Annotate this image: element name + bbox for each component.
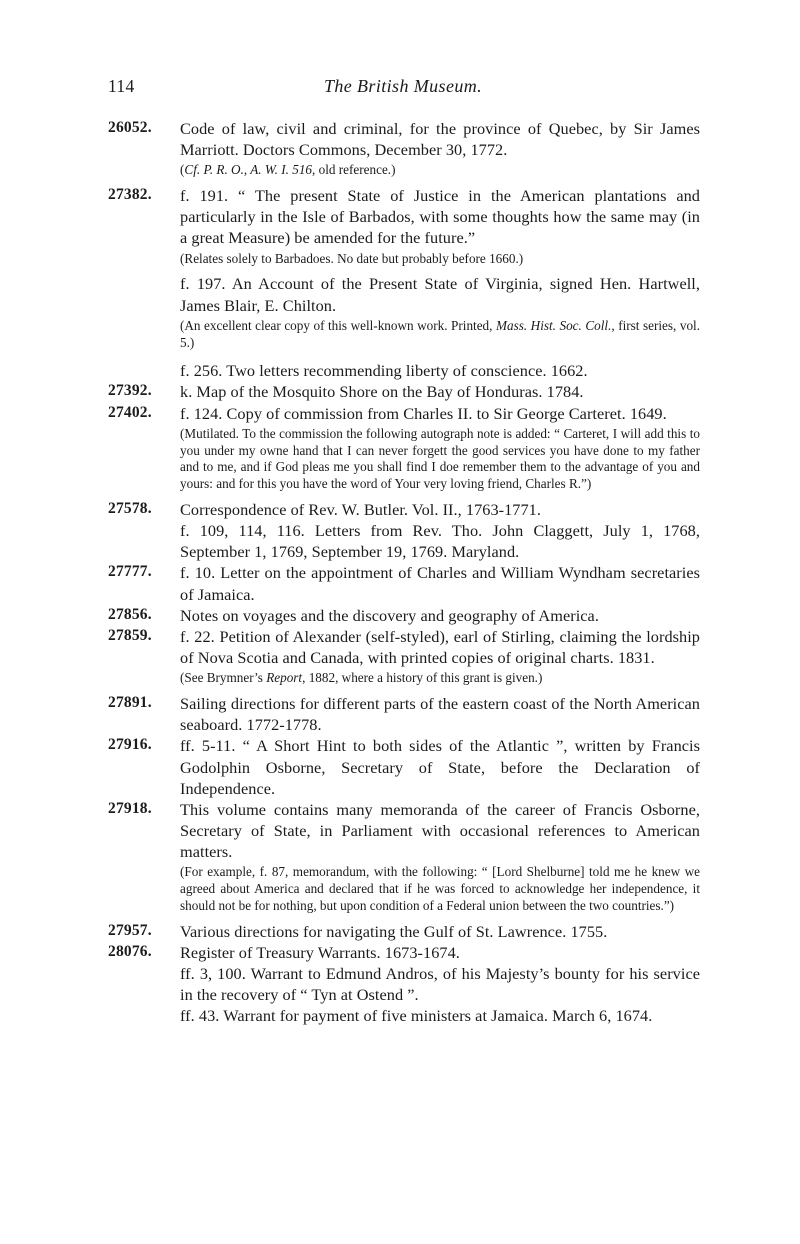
entry-text: f. 191. “ The present State of Justice in the American plantations and particularly in the Isle of Barbados, with some thoughts how the same may (in a great Measure) be amended for the future.” — [180, 186, 700, 248]
entry-text: Notes on voyages and the discovery and geography of America. — [180, 605, 599, 625]
entry-number: 27856. — [108, 605, 152, 623]
catalog-entry — [108, 799, 700, 915]
catalog-entry — [108, 520, 700, 562]
catalog-entry — [108, 963, 700, 1005]
entry-text: k. Map of the Mosquito Shore on the Bay of Honduras. 1784. — [180, 382, 584, 402]
entry-number: 27382. — [108, 186, 152, 204]
running-title: The British Museum. — [323, 76, 483, 96]
entry-text: f. 256. Two letters recommending liberty of conscience. 1662. — [180, 361, 588, 381]
entry-text: Register of Treasury Warrants. 1673-1674. — [180, 942, 460, 962]
entry-text: Sailing directions for different parts of the eastern coast of the North American seaboard. 1772-1778. — [180, 693, 700, 735]
entry-number: 27918. — [108, 799, 152, 817]
entry-text: This volume contains many memoranda of the career of Francis Osborne, Secretary of State, in Parliament with occasional references to American matters. — [180, 799, 700, 862]
catalog-entry — [108, 185, 700, 267]
entry-note: (For example, f. 87, memorandum, with the following: “ [Lord Shelburne] told me he knew we agreed about America and declared that if he was forced to acknowledge her independence, it should not be for nothing, but upon condition of a Federal union between the two countries.”) — [180, 864, 700, 913]
catalog-entry — [108, 562, 700, 604]
entry-text: f. 22. Petition of Alexander (self-styled), earl of Stirling, claiming the lordship of Nova Scotia and Canada, with printed copies of original charts. 1831. — [180, 626, 700, 668]
catalog-entry — [108, 605, 700, 626]
catalog-entry — [108, 942, 700, 963]
catalog-entry — [108, 360, 700, 381]
entry-text: ff. 5-11. “ A Short Hint to both sides of the Atlantic ”, written by Francis Godolphin Osborne, Secretary of State, before the Declaration of Independence. — [180, 736, 700, 798]
entry-number: 26052. — [108, 119, 152, 136]
entry-text: ff. 43. Warrant for payment of five ministers at Jamaica. March 6, 1674. — [180, 1006, 653, 1026]
entry-number: 27916. — [108, 736, 152, 754]
page-number: 114 — [108, 76, 135, 96]
entry-number — [108, 273, 180, 274]
entry-text: f. 124. Copy of commission from Charles II. to Sir George Carteret. 1649. — [180, 403, 667, 423]
entry-text: f. 109, 114, 116. Letters from Rev. Tho. John Claggett, July 1, 1768, September 1, 1769, September 19, 1769. Maryland. — [180, 521, 700, 562]
page-body — [108, 118, 700, 1027]
catalog-entry — [108, 921, 700, 942]
entry-text: f. 197. An Account of the Present State of Virginia, signed Hen. Hartwell, James Blair, E. Chilton. — [180, 274, 700, 315]
catalog-entry — [108, 118, 700, 179]
catalog-entry — [108, 1005, 700, 1026]
entry-note: (Relates solely to Barbadoes. No date but probably before 1660.) — [180, 250, 524, 266]
entry-text: Correspondence of Rev. W. Butler. Vol. II., 1763-1771. — [180, 499, 541, 519]
entry-number — [108, 360, 180, 361]
catalog-entry — [108, 403, 700, 493]
catalog-entry — [108, 381, 700, 402]
entry-number — [108, 520, 180, 521]
entry-text: Code of law, civil and criminal, for the province of Quebec, by Sir James Marriott. Doctors Commons, December 30, 1772. — [180, 119, 700, 160]
entry-note: (An excellent clear copy of this well-known work. Printed, Mass. Hist. Soc. Coll., first series, vol. 5.) — [180, 317, 701, 350]
entry-number: 27957. — [108, 921, 152, 939]
entry-text: ff. 3, 100. Warrant to Edmund Andros, of his Majesty’s bounty for his service in the recovery of “ Tyn at Ostend ”. — [180, 964, 700, 1005]
entry-number — [108, 1005, 180, 1006]
entry-number — [108, 963, 180, 964]
catalog-entry — [108, 735, 700, 799]
entry-number: 27891. — [108, 693, 152, 711]
entry-number: 28076. — [108, 942, 152, 960]
entry-number: 27392. — [108, 382, 152, 400]
entry-note: (Cf. P. R. O., A. W. I. 516, old reference.) — [180, 162, 396, 178]
entry-text: Various directions for navigating the Gulf of St. Lawrence. 1755. — [180, 921, 608, 941]
entry-text: f. 10. Letter on the appointment of Charles and William Wyndham secretaries of Jamaica. — [180, 563, 700, 604]
running-head — [108, 76, 698, 98]
catalog-entry — [108, 626, 700, 687]
entry-number: 27777. — [108, 563, 152, 581]
catalog-entry — [108, 499, 700, 520]
entry-note: (Mutilated. To the commission the following autograph note is added: “ Carteret, I will add this to you under my owne hand that I can never forgett the good services you have done to my father and to me, and if God pleas me you shall find I doe remember them to the advantage of you and yours: and for this you have the word of Your very loving friend, Charles R.”) — [180, 425, 700, 492]
entry-note: (See Brymner’s Report, 1882, where a history of this grant is given.) — [180, 670, 543, 686]
entry-number: 27859. — [108, 626, 152, 644]
entry-number: 27578. — [108, 499, 152, 517]
entry-number: 27402. — [108, 403, 152, 421]
catalog-entry — [108, 273, 700, 351]
catalog-entry — [108, 693, 700, 735]
